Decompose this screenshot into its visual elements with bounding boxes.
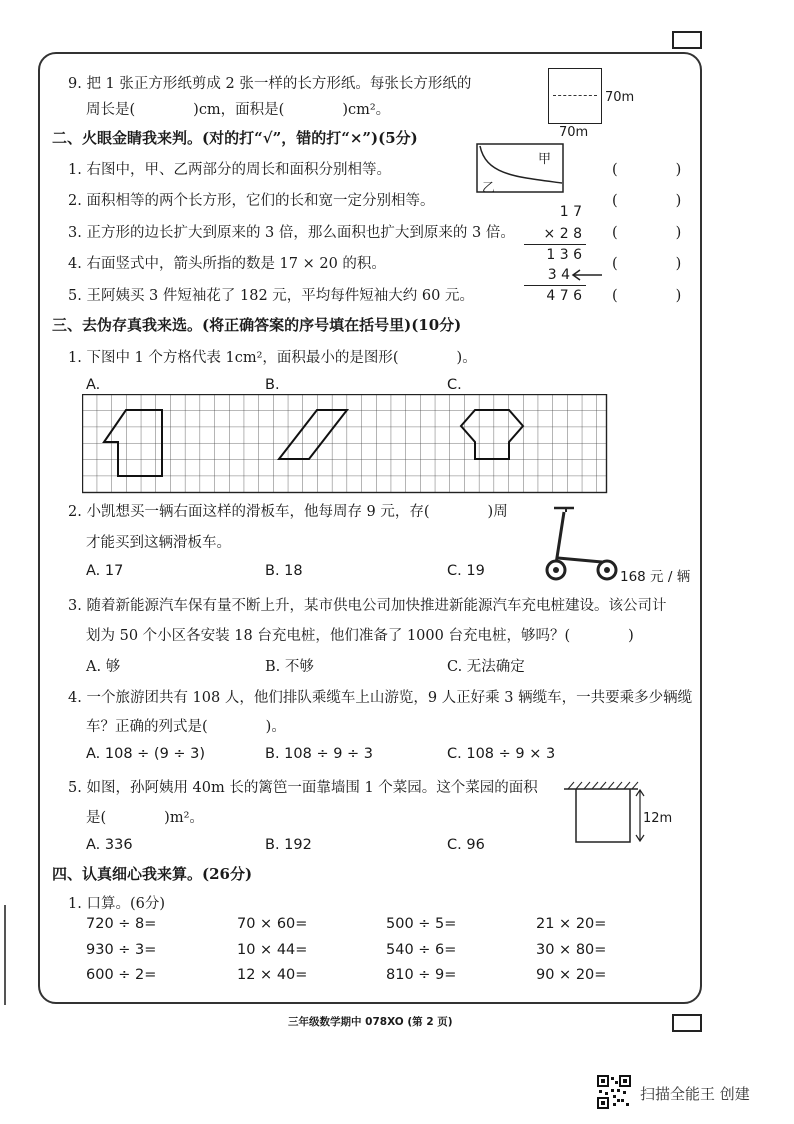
answer-blank-5[interactable]: ( ) [612, 288, 682, 304]
s3-q5-option-c: C. 96 [447, 837, 485, 853]
calc-1-1: 10 × 44= [237, 942, 308, 958]
calc-2-0: 600 ÷ 2= [86, 967, 157, 983]
s3-q3-line1: 3. 随着新能源汽车保有量不断上升，某市供电公司加快推进新能源汽车充电桩建设。该公司计 [68, 598, 667, 614]
s3-q1-stem: 1. 下图中 1 个方格代表 1cm²，面积最小的是图形( )。 [68, 350, 477, 366]
calc-0-3: 21 × 20= [536, 916, 607, 932]
answer-blank-4[interactable]: ( ) [612, 256, 682, 272]
calc-0-1: 70 × 60= [237, 916, 308, 932]
s3-q4-line1: 4. 一个旅游团共有 108 人，他们排队乘缆车上山游览，9 人正好乘 3 辆缆车，一共要乘多少辆缆 [68, 690, 693, 706]
section2-title: 二、火眼金睛我来判。(对的打“√”，错的打“×”)(5分) [52, 129, 418, 147]
s3-q5-option-a: A. 336 [86, 837, 133, 853]
s3-q1-label-c: C. [447, 377, 462, 393]
s3-q5-option-b: B. 192 [265, 837, 312, 853]
q9-square-figure [548, 68, 602, 124]
q9-line1: 9. 把 1 张正方形纸剪成 2 张一样的长方形纸。每张长方形纸的 [68, 76, 472, 92]
s3-q4-option-b: B. 108 ÷ 9 ÷ 3 [265, 746, 374, 762]
vm-row5: 4 7 6 [546, 288, 582, 304]
qr-code-icon [597, 1075, 631, 1109]
s3-q2-line2: 才能买到这辆滑板车。 [86, 535, 231, 551]
s3-q3-option-c: C. 无法确定 [447, 659, 525, 675]
scooter-icon [544, 500, 622, 584]
vm-row4: 3 4 [547, 267, 570, 283]
section2-item-1: 1. 右图中，甲、乙两部分的周长和面积分别相等。 [68, 162, 391, 178]
vm-line2 [524, 285, 586, 286]
section2-item-3: 3. 正方形的边长扩大到原来的 3 倍，那么面积也扩大到原来的 3 倍。 [68, 225, 515, 241]
q9-side-bottom: 70m [559, 125, 589, 140]
calc-0-0: 720 ÷ 8= [86, 916, 157, 932]
s3-q4-option-a: A. 108 ÷ (9 ÷ 3) [86, 746, 206, 762]
calc-0-2: 500 ÷ 5= [386, 916, 457, 932]
grid-figure [82, 394, 608, 494]
scanner-watermark: 扫描全能王 创建 [640, 1085, 750, 1103]
s3-q5-line1: 5. 如图，孙阿姨用 40m 长的篱笆一面靠墙围 1 个菜园。这个菜园的面积 [68, 780, 538, 796]
corner-mark-bottom [672, 1014, 702, 1032]
vm-row2: × 2 8 [543, 226, 582, 242]
arrow-icon [570, 268, 604, 282]
corner-mark-top [672, 31, 702, 49]
answer-blank-3[interactable]: ( ) [612, 225, 682, 241]
left-edge-line [4, 905, 6, 1005]
s3-q5-line2: 是( )m²。 [86, 810, 204, 826]
section2-item-2: 2. 面积相等的两个长方形，它们的长和宽一定分别相等。 [68, 193, 435, 209]
scooter-price: 168 元 / 辆 [620, 569, 691, 585]
s3-q3-line2: 划为 50 个小区各安装 18 台充电桩，他们准备了 1000 台充电桩，够吗？( ) [86, 628, 634, 644]
calc-1-3: 30 × 80= [536, 942, 607, 958]
calc-2-3: 90 × 20= [536, 967, 607, 983]
s3-q1-label-b: B. [265, 377, 280, 393]
s3-q4-option-c: C. 108 ÷ 9 × 3 [447, 746, 556, 762]
calc-1-2: 540 ÷ 6= [386, 942, 457, 958]
s3-q3-option-b: B. 不够 [265, 659, 314, 675]
section2-item-4: 4. 右面竖式中，箭头所指的数是 17 × 20 的积。 [68, 256, 386, 272]
section2-item-5: 5. 王阿姨买 3 件短袖花了 182 元，平均每件短袖大约 60 元。 [68, 288, 474, 304]
s4-sub1: 1. 口算。(6分) [68, 896, 165, 912]
s3-q1-label-a: A. [86, 377, 101, 393]
section3-title: 三、去伪存真我来选。(将正确答案的序号填在括号里)(10分) [52, 316, 462, 334]
s3-q4-line2: 车？正确的列式是( )。 [86, 719, 286, 735]
s3-q3-option-a: A. 够 [86, 659, 121, 675]
vm-row1: 1 7 [559, 204, 582, 220]
fig-label-yi: 乙 [482, 181, 496, 196]
calc-2-2: 810 ÷ 9= [386, 967, 457, 983]
calc-1-0: 930 ÷ 3= [86, 942, 157, 958]
vm-row3: 1 3 6 [546, 247, 582, 263]
s3-q2-option-a: A. 17 [86, 563, 124, 579]
s3-q2-option-b: B. 18 [265, 563, 303, 579]
page-footer: 三年级数学期中 078XO (第 2 页) [288, 1016, 453, 1028]
answer-blank-1[interactable]: ( ) [612, 162, 682, 178]
fig-label-jia: 甲 [538, 152, 552, 167]
s3-q2-option-c: C. 19 [447, 563, 485, 579]
section4-title: 四、认真细心我来算。(26分) [52, 865, 253, 883]
garden-dim: 12m [643, 811, 673, 826]
vm-line1 [524, 244, 586, 245]
s3-q2-line1: 2. 小凯想买一辆右面这样的滑板车，他每周存 9 元，存( )周 [68, 504, 508, 520]
answer-blank-2[interactable]: ( ) [612, 193, 682, 209]
q9-side-right: 70m [605, 90, 635, 105]
q9-line2: 周长是( )cm，面积是( )cm²。 [86, 102, 391, 118]
calc-2-1: 12 × 40= [237, 967, 308, 983]
